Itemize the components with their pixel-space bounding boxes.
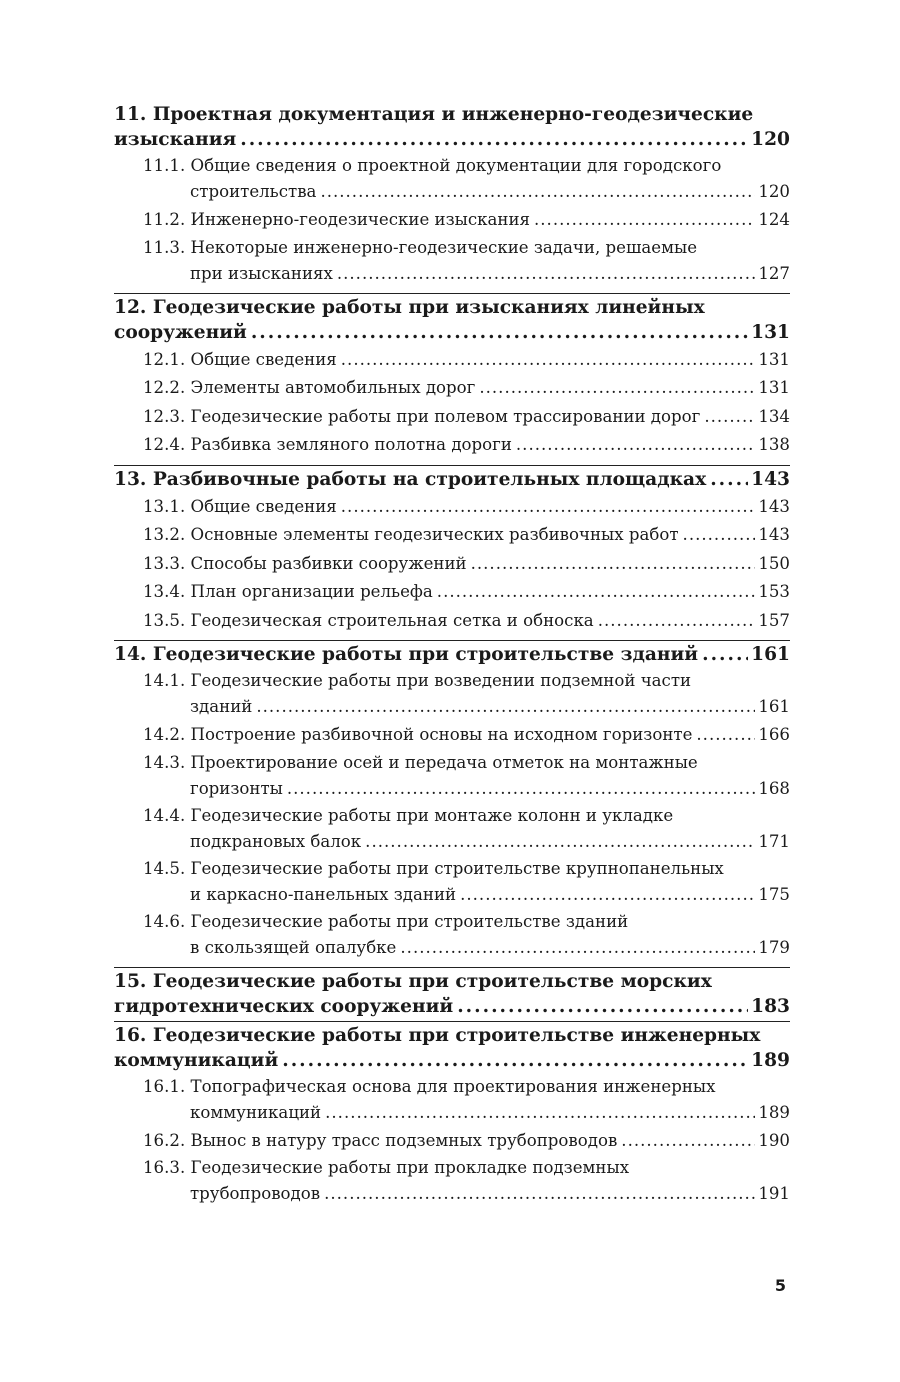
chapter-page-number: 161 [751, 644, 790, 665]
section-list [114, 667, 790, 965]
dot-leader [365, 829, 755, 855]
dot-leader [320, 179, 755, 205]
section-title-text: 12.3. Геодезические работы при полевом трассировании дорог [143, 406, 701, 426]
section-row [143, 829, 790, 855]
chapter-page-number: 143 [751, 468, 790, 490]
section-entry[interactable] [143, 402, 790, 431]
dot-leader [683, 521, 756, 549]
section-title-line: 14.4. Геодезические работы при монтаже колонн и укладке [143, 805, 674, 825]
toc-chapter [114, 967, 790, 1019]
section-title-text: 13.4. План организации рельефа [143, 582, 433, 601]
dot-leader [516, 431, 755, 459]
toc-chapter [114, 640, 790, 965]
section-title-text: 16.2. Вынос в натуру трасс подземных трубопроводов [143, 1130, 618, 1150]
section-page-number: 153 [758, 582, 790, 601]
section-row [143, 882, 790, 908]
section-entry[interactable] [143, 1126, 790, 1155]
chapter-title-text: сооружений [114, 321, 247, 343]
section-page-number: 120 [758, 182, 790, 201]
section-title-line: 14.5. Геодезические работы при строительстве крупнопанельных [143, 858, 724, 878]
section-title-line: 16.1. Топографическая основа для проектирования инженерных [143, 1076, 716, 1096]
section-title-text: коммуникаций [190, 1102, 322, 1122]
dot-leader [337, 261, 755, 287]
section-title-line: 14.3. Проектирование осей и передача отметок на монтажные [143, 752, 698, 772]
chapter-title-line: 12. Геодезические работы при изысканиях линейных [114, 296, 705, 318]
section-entry[interactable] [143, 802, 790, 855]
section-page-number: 131 [758, 378, 790, 397]
section-entry[interactable] [143, 345, 790, 374]
section-title-text: 13.3. Способы разбивки сооружений [143, 553, 467, 573]
dot-leader [696, 721, 755, 749]
section-page-number: 161 [758, 697, 790, 716]
section-title-text: трубопроводов [190, 1184, 321, 1203]
section-page-number: 124 [758, 210, 790, 229]
section-title-text: при изысканиях [190, 263, 333, 283]
section-row [143, 935, 790, 961]
section-row [143, 431, 790, 459]
section-title-text: 11.2. Инженерно-геодезические изыскания [143, 210, 530, 229]
section-title-text: 13.1. Общие сведения [143, 496, 337, 516]
section-title-line: 16.3. Геодезические работы при прокладке подземных [143, 1158, 630, 1177]
chapter-page-number: 131 [751, 321, 790, 343]
dot-leader [251, 320, 748, 345]
table-of-contents [114, 101, 790, 1213]
toc-chapter [114, 465, 790, 639]
chapter-entry[interactable] [114, 467, 790, 492]
dot-leader [400, 935, 755, 961]
page-number: 5 [774, 1276, 786, 1295]
section-entry[interactable] [143, 205, 790, 234]
chapter-entry[interactable] [114, 127, 790, 152]
section-page-number: 175 [758, 884, 790, 904]
section-page-number: 143 [758, 496, 790, 516]
chapter-title-line: 16. Геодезические работы при строительстве инженерных [114, 1024, 761, 1046]
section-page-number: 127 [758, 263, 790, 283]
dot-leader [341, 346, 756, 374]
section-entry[interactable] [143, 606, 790, 635]
section-page-number: 138 [758, 435, 790, 454]
section-entry[interactable] [143, 577, 790, 606]
section-page-number: 131 [758, 349, 790, 369]
section-row [143, 521, 790, 549]
dot-leader [621, 1127, 755, 1155]
section-row [143, 721, 790, 749]
dot-leader [479, 374, 755, 402]
section-page-number: 166 [758, 725, 790, 744]
section-title-text: 12.2. Элементы автомобильных дорог [143, 378, 476, 397]
section-entry[interactable] [143, 1073, 790, 1126]
section-row [143, 261, 790, 287]
toc-chapter [114, 293, 790, 463]
section-page-number: 143 [758, 525, 790, 544]
section-list [114, 1073, 790, 1212]
section-title-line: 14.1. Геодезические работы при возведении подземной части [143, 671, 692, 690]
section-page-number: 150 [758, 553, 790, 573]
section-entry[interactable] [143, 520, 790, 549]
section-row [143, 374, 790, 402]
dot-leader [702, 642, 748, 667]
section-entry[interactable] [143, 749, 790, 802]
dot-leader [341, 493, 756, 521]
section-title-text: 13.2. Основные элементы геодезических разбивочных работ [143, 525, 679, 544]
section-entry[interactable] [143, 720, 790, 749]
section-row [143, 694, 790, 720]
chapter-title [114, 101, 790, 152]
section-row [143, 776, 790, 802]
chapter-entry[interactable] [114, 320, 790, 345]
section-page-number: 171 [758, 831, 790, 851]
chapter-entry[interactable] [114, 642, 790, 667]
chapter-page-number: 120 [751, 129, 790, 150]
dot-leader [240, 127, 748, 152]
section-page-number: 134 [758, 406, 790, 426]
section-entry[interactable] [143, 667, 790, 720]
section-page-number: 189 [758, 1102, 790, 1122]
section-title-text: строительства [190, 182, 317, 201]
chapter-title-line: 11. Проектная документация и инженерно-геодезические [114, 104, 754, 125]
section-list [114, 345, 790, 463]
section-row [143, 493, 790, 521]
section-entry[interactable] [143, 152, 790, 205]
dot-leader [282, 1048, 748, 1073]
dot-leader [710, 467, 748, 492]
dot-leader [471, 550, 756, 578]
chapter-title [114, 294, 790, 345]
section-row [143, 179, 790, 205]
toc-chapter [114, 101, 790, 291]
section-entry[interactable] [143, 908, 790, 961]
dot-leader [437, 578, 756, 606]
dot-leader [598, 607, 756, 635]
chapter-title-text: 14. Геодезические работы при строительстве зданий [114, 644, 699, 665]
section-title-text: 12.4. Разбивка земляного полотна дороги [143, 435, 512, 454]
chapter-title-line: 15. Геодезические работы при строительстве морских [114, 970, 712, 992]
section-row [143, 1181, 790, 1207]
section-row [143, 550, 790, 578]
dot-leader [534, 206, 755, 234]
section-row [143, 206, 790, 234]
dot-leader [256, 694, 755, 720]
section-list [114, 492, 790, 639]
chapter-title-text: гидротехнических сооружений [114, 995, 454, 1017]
chapter-title [114, 968, 790, 1019]
chapter-title-text: изыскания [114, 129, 237, 150]
chapter-title-text: 13. Разбивочные работы на строительных площадках [114, 468, 707, 490]
section-title-line: 14.6. Геодезические работы при строительстве зданий [143, 911, 629, 931]
section-entry[interactable] [143, 430, 790, 459]
dot-leader [457, 994, 748, 1019]
dot-leader [287, 776, 755, 802]
dot-leader [704, 403, 755, 431]
section-title-text: зданий [190, 697, 253, 716]
chapter-title [114, 466, 790, 492]
chapter-title-text: коммуникаций [114, 1049, 279, 1071]
chapter-page-number: 183 [751, 995, 790, 1017]
chapter-title [114, 1022, 790, 1073]
section-title-text: в скользящей опалубке [190, 937, 397, 957]
section-page-number: 179 [758, 937, 790, 957]
section-title-text: 12.1. Общие сведения [143, 349, 337, 369]
section-row [143, 346, 790, 374]
chapter-page-number: 189 [751, 1049, 790, 1071]
section-title-text: 14.2. Построение разбивочной основы на исходном горизонте [143, 725, 693, 744]
section-entry[interactable] [143, 492, 790, 521]
section-title-text: горизонты [190, 778, 283, 798]
section-page-number: 157 [758, 610, 790, 630]
section-entry[interactable] [143, 373, 790, 402]
section-page-number: 168 [758, 778, 790, 798]
section-page-number: 190 [758, 1130, 790, 1150]
section-page-number: 191 [758, 1184, 790, 1203]
section-title-text: и каркасно-панельных зданий [190, 884, 457, 904]
section-row [143, 1100, 790, 1126]
section-row [143, 1127, 790, 1155]
section-row [143, 403, 790, 431]
section-entry[interactable] [143, 549, 790, 578]
section-title-line: 11.1. Общие сведения о проектной документации для городского [143, 156, 722, 175]
chapter-entry[interactable] [114, 1048, 790, 1073]
section-entry[interactable] [143, 234, 790, 287]
section-row [143, 607, 790, 635]
section-title-text: 13.5. Геодезическая строительная сетка и обноска [143, 610, 594, 630]
chapter-title [114, 641, 790, 667]
section-title-line: 11.3. Некоторые инженерно-геодезические задачи, решаемые [143, 237, 698, 257]
chapter-entry[interactable] [114, 994, 790, 1019]
toc-chapter [114, 1021, 790, 1212]
section-row [143, 578, 790, 606]
section-list [114, 152, 790, 291]
dot-leader [324, 1181, 755, 1207]
section-entry[interactable] [143, 1154, 790, 1207]
section-title-text: подкрановых балок [190, 831, 362, 851]
dot-leader [460, 882, 755, 908]
section-entry[interactable] [143, 855, 790, 908]
dot-leader [325, 1100, 755, 1126]
